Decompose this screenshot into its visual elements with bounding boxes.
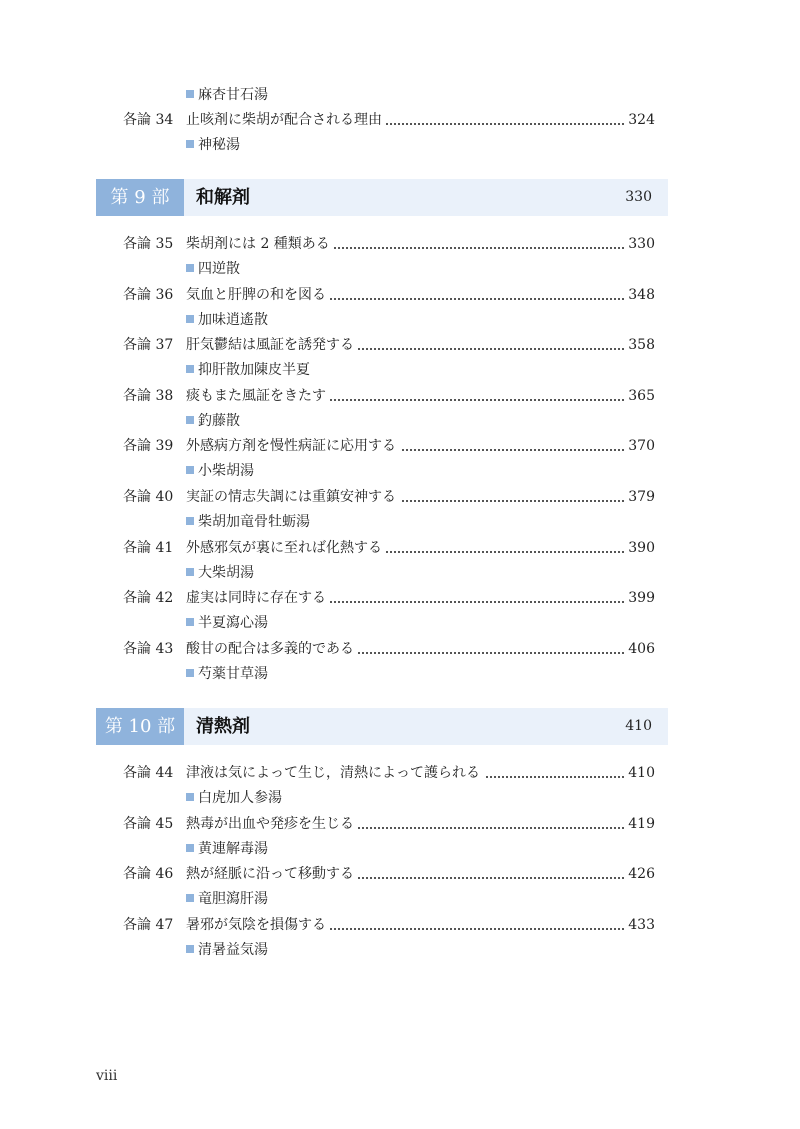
square-bullet-icon [186,568,194,576]
entry-title: 熱が経脈に沿って移動する [186,862,358,886]
square-bullet-icon [186,844,194,852]
part-label: 第 10 部 [96,708,184,745]
formula-name: 抑肝散加陳皮半夏 [198,362,310,379]
formula-item [186,460,254,482]
square-bullet-icon [186,416,194,424]
toc-entry[interactable] [0,333,800,357]
entry-page: 370 [624,434,655,458]
formula-name: 半夏瀉心湯 [198,615,268,632]
formula-name: 大柴胡湯 [198,564,254,581]
entry-title: 外感病方剤を慢性病証に応用する [186,434,400,458]
formula-name: 加味逍遙散 [198,311,268,328]
entry-title: 暑邪が気陰を損傷する [186,913,330,937]
entry-number: 各論 43 [123,640,174,657]
entry-number: 各論 40 [123,489,174,505]
entry-title: 肝気鬱結は風証を誘発する [186,333,358,357]
part-title: 清熱剤 [196,716,250,737]
toc-entry[interactable] [0,862,800,886]
square-bullet-icon [186,945,194,953]
page-folio: viii [96,1068,118,1084]
formula-item [186,309,268,331]
toc-entry[interactable] [0,812,800,836]
part-header-10[interactable] [96,708,668,745]
formula-item [186,562,254,584]
entry-title: 熱毒が出血や発疹を生じる [186,812,358,836]
formula-name: 清暑益気湯 [198,941,268,958]
entry-page: 379 [624,485,655,509]
entry-title: 柴胡剤には 2 種類ある [186,232,334,256]
entry-number: 各論 45 [123,815,174,832]
entry-title: 気血と肝脾の和を図る [186,283,330,307]
entry-number: 各論 38 [123,387,174,404]
entry-title: 止咳剤に柴胡が配合される理由 [186,108,386,132]
entry-number: 各論 42 [123,590,174,607]
entry-number: 各論 35 [123,236,174,252]
square-bullet-icon [186,517,194,525]
toc-entry[interactable] [0,586,800,610]
entry-page: 390 [624,536,655,560]
part-label: 第 9 部 [96,179,184,216]
formula-item [186,134,240,156]
entry-page: 433 [624,913,655,937]
entry-title: 実証の情志失調には重鎮安神する [186,485,400,509]
entry-number: 各論 41 [123,539,174,556]
entry-number: 各論 39 [123,438,174,455]
part-page: 330 [625,189,652,205]
toc-entry[interactable] [0,384,800,408]
square-bullet-icon [186,90,194,98]
entry-page: 406 [624,637,655,661]
square-bullet-icon [186,466,194,474]
entry-page: 410 [624,761,655,785]
square-bullet-icon [186,264,194,272]
toc-entry[interactable] [0,283,800,307]
formula-item [186,787,282,809]
entry-number: 各論 37 [123,337,174,354]
toc-entry[interactable] [0,536,800,560]
formula-name: 竜胆瀉肝湯 [198,891,268,908]
toc-entry[interactable] [0,108,800,132]
entry-page: 358 [624,333,655,357]
entry-number: 各論 44 [123,765,174,781]
toc-entry[interactable] [0,434,800,458]
formula-name: 四逆散 [198,261,240,277]
entry-number: 各論 34 [123,112,174,128]
formula-name: 芍薬甘草湯 [198,665,268,682]
formula-item [186,359,310,381]
part-title: 和解剤 [196,187,250,208]
formula-name: 白虎加人参湯 [198,790,282,806]
toc-entry[interactable] [0,761,800,785]
entry-page: 348 [624,283,655,307]
entry-title: 外感邪気が裏に至れば化熱する [186,536,386,560]
formula-name: 黄連解毒湯 [198,840,268,857]
square-bullet-icon [186,140,194,148]
formula-item [186,84,268,106]
formula-item [186,612,268,634]
entry-page: 324 [624,108,655,132]
entry-title: 虚実は同時に存在する [186,586,330,610]
formula-item [186,939,268,961]
entry-page: 419 [624,812,655,836]
square-bullet-icon [186,618,194,626]
entry-title: 酸甘の配合は多義的である [186,637,358,661]
toc-entry[interactable] [0,913,800,937]
square-bullet-icon [186,669,194,677]
formula-item [186,511,310,533]
toc-entry[interactable] [0,232,800,256]
entry-number: 各論 46 [123,866,174,883]
formula-item [186,258,240,280]
formula-name: 釣藤散 [198,412,240,429]
formula-name: 柴胡加竜骨牡蛎湯 [198,514,310,530]
entry-page: 426 [624,862,655,886]
part-header-9[interactable] [96,179,668,216]
square-bullet-icon [186,793,194,801]
entry-number: 各論 36 [123,286,174,303]
toc-entry[interactable] [0,637,800,661]
entry-number: 各論 47 [123,916,174,933]
formula-name: 神秘湯 [198,137,240,153]
formula-name: 麻杏甘石湯 [198,87,268,103]
formula-item [186,888,268,910]
entry-title: 津液は気によって生じ，清熱によって護られる [186,761,484,785]
entry-page: 365 [624,384,655,408]
toc-entry[interactable] [0,485,800,509]
formula-item [186,410,240,432]
entry-page: 399 [624,586,655,610]
part-page: 410 [625,718,652,734]
square-bullet-icon [186,365,194,373]
formula-item [186,838,268,860]
square-bullet-icon [186,894,194,902]
formula-name: 小柴胡湯 [198,463,254,480]
square-bullet-icon [186,315,194,323]
formula-item [186,663,268,685]
entry-page: 330 [624,232,655,256]
entry-title: 痰もまた風証をきたす [186,384,330,408]
